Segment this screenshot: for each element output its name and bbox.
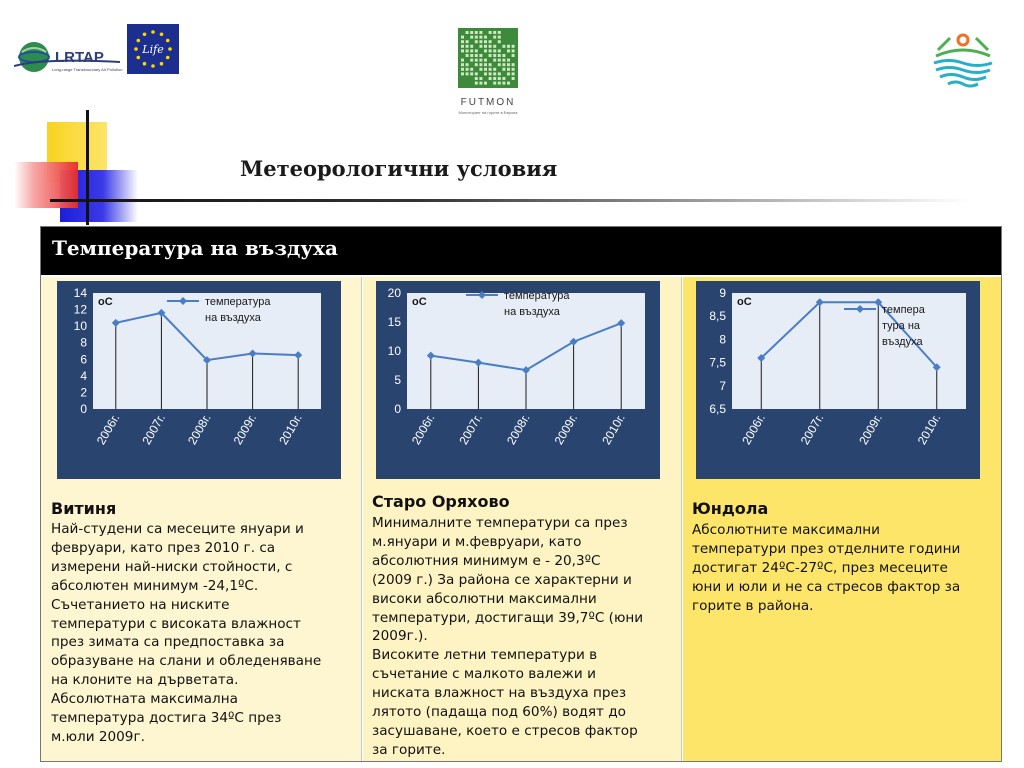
y-tick-label: 2 — [80, 385, 87, 400]
legend-label: темпера — [882, 304, 925, 316]
lrtap-subtitle: Long-range Transboundary Air Pollution — [52, 67, 123, 72]
column-vitinya — [41, 277, 362, 761]
text-line: (2009 г.) За района се характерни и — [372, 571, 632, 588]
text-line: температура достига 34ºС през — [51, 710, 282, 727]
x-tick-label: 2006г. — [739, 411, 768, 448]
eu-life-logo — [127, 24, 179, 74]
text-line: горите в района. — [692, 597, 814, 614]
life-text: Life — [142, 43, 164, 56]
eu-star-icon — [136, 56, 140, 60]
text-line: температури с високата влажност — [51, 615, 301, 632]
x-tick-label: 2010г. — [599, 411, 628, 448]
unit-label: oC — [98, 296, 113, 308]
text-line: съчетание с малкото валежи и — [372, 666, 596, 683]
text-line: Най-студени са месеците януари и — [51, 521, 304, 537]
text-line: температури през отделните години — [692, 540, 961, 557]
chart-vitinya — [57, 281, 341, 479]
eu-star-icon — [143, 62, 147, 66]
y-tick-label: 14 — [73, 286, 87, 300]
y-tick-label: 7 — [719, 378, 726, 393]
decor-vertical-line — [86, 110, 89, 225]
decor-horizontal-line — [50, 199, 970, 202]
legend-label: температура — [205, 296, 271, 308]
x-tick-label: 2009г. — [856, 411, 885, 448]
plot-area — [732, 293, 966, 409]
text-line: измерени най-ниски стойности, с — [51, 558, 293, 575]
table-header — [41, 227, 1001, 275]
text-line: юни и юли и не са стресов фактор за — [692, 578, 961, 595]
x-tick-label: 2007г. — [797, 411, 827, 448]
text-line: м.януари и м.февруари, като — [372, 533, 582, 550]
futmon-subtitle: Мониторинг на горите в Европа — [458, 110, 518, 115]
x-tick-label: 2007г. — [456, 411, 485, 448]
table-header-title: Температура на въздуха — [52, 236, 338, 260]
x-tick-label: 2009г. — [551, 411, 581, 448]
y-tick-label: 15 — [387, 315, 401, 329]
text-line: температури, достигащи 39,7ºС (юни — [372, 609, 644, 626]
eu-star-icon — [134, 47, 138, 51]
y-tick-label: 10 — [387, 344, 401, 358]
eu-star-icon — [166, 56, 170, 60]
x-tick-label: 2006г. — [93, 411, 123, 448]
column-yundola — [683, 277, 1001, 761]
location-vitinya: Витиня — [51, 499, 117, 518]
chart-staro-oryahovo-svg — [376, 281, 660, 479]
text-line: през зимата са предпоставка за — [51, 634, 285, 651]
lrtap-logo — [14, 36, 124, 78]
chart-yundola — [696, 281, 980, 479]
chart-yundola-svg — [696, 281, 980, 479]
description-vitinya — [51, 520, 321, 747]
legend-label: въздуха — [882, 336, 923, 348]
column-staro-oryahovo — [363, 277, 682, 761]
text-line: за горите. — [372, 741, 446, 758]
text-line: Минималните температури са през — [372, 515, 628, 531]
text-line: Абсолютната максимална — [51, 691, 238, 708]
y-tick-label: 6 — [80, 352, 87, 367]
text-line: ниската влажност на въздуха през — [372, 685, 627, 702]
x-tick-label: 2008г. — [503, 411, 533, 448]
x-tick-label: 2010г. — [914, 411, 944, 448]
y-tick-label: 9 — [719, 286, 726, 300]
page-title: Метеорологични условия — [240, 156, 558, 181]
text-line: на клоните на дърветата. — [51, 672, 239, 689]
chart-vitinya-svg — [57, 281, 341, 479]
temperature-table — [40, 226, 1002, 762]
y-tick-label: 4 — [80, 368, 87, 383]
y-tick-label: 20 — [387, 286, 401, 300]
location-staro-oryahovo: Старо Оряхово — [372, 492, 510, 511]
x-tick-label: 2007г. — [139, 411, 168, 448]
eu-star-icon — [168, 47, 172, 51]
y-tick-label: 10 — [73, 319, 87, 334]
y-tick-label: 5 — [394, 373, 401, 387]
x-tick-label: 2006г. — [408, 411, 438, 448]
futmon-logo — [440, 24, 536, 120]
eu-star-icon — [166, 39, 170, 43]
text-line: Абсолютните максимални — [692, 522, 880, 538]
text-line: засушаване, което е стресов фактор — [372, 722, 638, 739]
x-tick-label: 2008г. — [184, 411, 214, 448]
text-line: Високите летни температури в — [372, 647, 598, 664]
lrtap-text: LRTAP — [55, 49, 104, 66]
description-staro-oryahovo — [372, 514, 643, 760]
legend-label: тура на — [882, 320, 921, 332]
y-tick-label: 0 — [394, 402, 401, 416]
text-line: Съчетанието на ниските — [51, 596, 230, 613]
text-line: лятото (падаща под 60%) водят до — [372, 704, 626, 721]
eu-star-icon — [151, 30, 155, 34]
text-line: достигат 24ºС-27ºС, през месеците — [692, 559, 948, 576]
chart-staro-oryahovo — [376, 281, 660, 479]
y-tick-label: 8 — [719, 332, 726, 347]
y-tick-label: 8 — [80, 335, 87, 350]
futmon-text: FUTMON — [460, 97, 516, 108]
text-line: абсолютен минимум -24,1ºС. — [51, 577, 259, 594]
unit-label: oC — [737, 296, 752, 308]
text-line: високи абсолютни максимални — [372, 590, 597, 607]
text-line: образуване на слани и обледеняване — [51, 653, 322, 670]
text-line: февруари, като през 2010 г. са — [51, 539, 276, 556]
location-yundola: Юндола — [692, 499, 769, 518]
x-tick-label: 2009г. — [230, 411, 260, 448]
wave-sun-logo — [932, 30, 994, 88]
eu-star-icon — [160, 32, 164, 36]
y-tick-label: 0 — [80, 402, 87, 416]
eu-star-icon — [160, 62, 164, 66]
text-line: 2009г.). — [372, 628, 428, 645]
y-tick-label: 7,5 — [709, 355, 726, 370]
legend-label: на въздуха — [205, 312, 261, 324]
text-line: м.юли 2009г. — [51, 728, 145, 745]
eu-star-icon — [143, 32, 147, 36]
legend-label: температура — [504, 290, 570, 302]
text-line: абсолютния минимум е - 20,3ºС — [372, 552, 601, 569]
y-tick-label: 12 — [73, 302, 87, 317]
description-yundola — [692, 521, 960, 616]
y-tick-label: 8,5 — [709, 309, 726, 324]
eu-star-icon — [136, 39, 140, 43]
eu-star-icon — [151, 64, 155, 68]
y-tick-label: 6,5 — [709, 402, 726, 416]
legend-label: на въздуха — [504, 306, 560, 318]
unit-label: oC — [412, 296, 427, 308]
x-tick-label: 2010г. — [276, 411, 305, 448]
